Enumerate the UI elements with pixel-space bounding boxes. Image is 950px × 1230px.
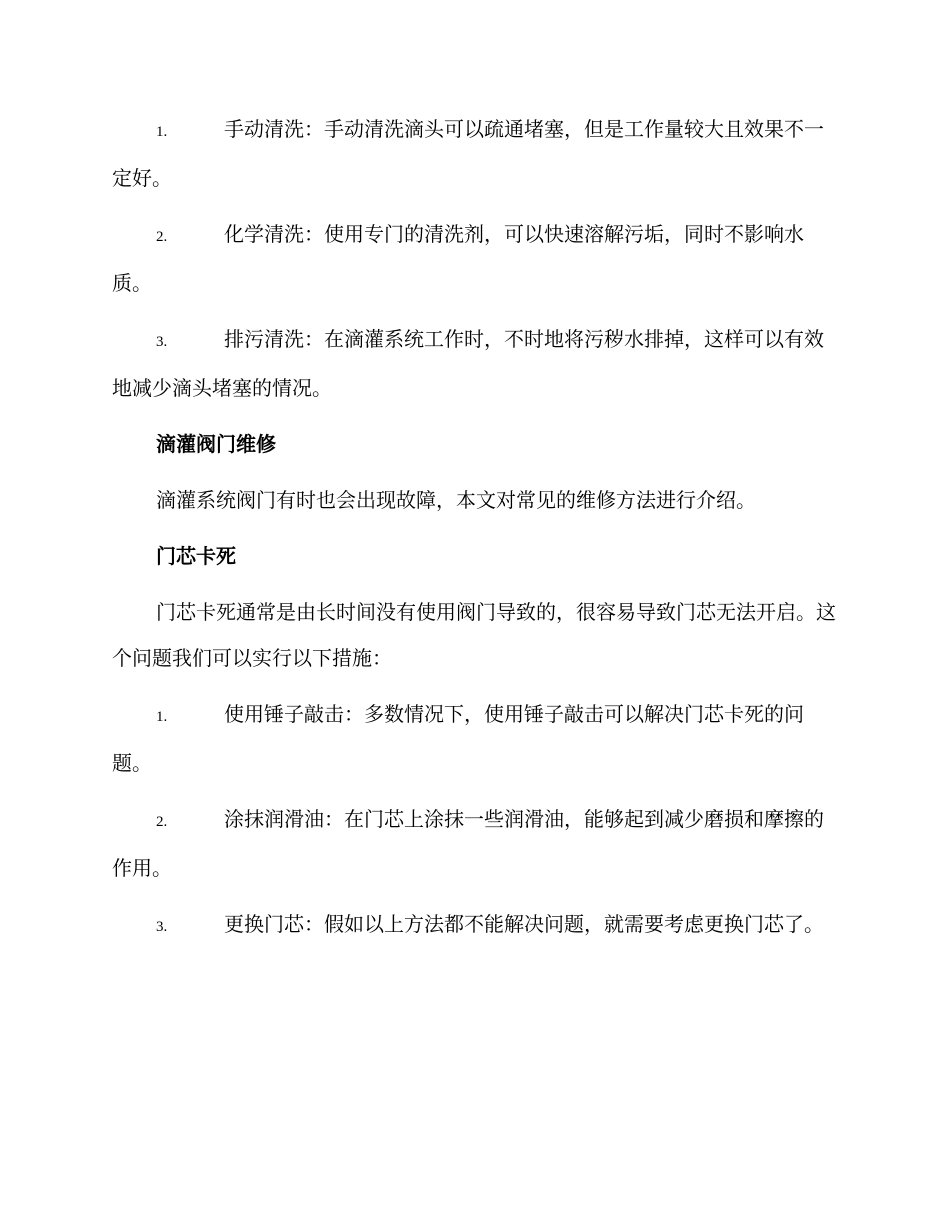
list-number: 2. xyxy=(156,229,168,245)
paragraph: 门芯卡死通常是由长时间没有使用阀门导致的，很容易导致门芯无法开启。这个问题我们可以实行以下措施： xyxy=(112,600,836,670)
section-heading: 滴灌阀门维修 xyxy=(156,432,276,456)
list-text: 化学清洗：使用专门的清洗剂，可以快速溶解污垢，同时不影响水质。 xyxy=(112,222,804,295)
list-number: 1. xyxy=(156,124,168,140)
list-item xyxy=(112,106,836,201)
paragraph: 滴灌系统阀门有时也会出现故障，本文对常见的维修方法进行介绍。 xyxy=(156,488,756,512)
list-number: 3. xyxy=(156,919,168,935)
document-body xyxy=(112,106,836,960)
list-number: 2. xyxy=(156,814,168,830)
list-text: 更换门芯：假如以上方法都不能解决问题，就需要考虑更换门芯了。 xyxy=(224,912,824,936)
list-item xyxy=(112,796,836,891)
list-text: 手动清洗：手动清洗滴头可以疏通堵塞，但是工作量较大且效果不一定好。 xyxy=(112,117,824,190)
list-item xyxy=(112,316,836,411)
list-item xyxy=(112,901,836,950)
list-item xyxy=(112,691,836,786)
list-text: 使用锤子敲击：多数情况下，使用锤子敲击可以解决门芯卡死的问题。 xyxy=(112,702,804,775)
list-text: 排污清洗：在滴灌系统工作时，不时地将污秽水排掉，这样可以有效地减少滴头堵塞的情况。 xyxy=(112,327,824,400)
list-number: 1. xyxy=(156,709,168,725)
list-number: 3. xyxy=(156,334,168,350)
list-text: 涂抹润滑油：在门芯上涂抹一些润滑油，能够起到减少磨损和摩擦的作用。 xyxy=(112,807,824,880)
section-heading: 门芯卡死 xyxy=(156,544,236,568)
list-item xyxy=(112,211,836,306)
